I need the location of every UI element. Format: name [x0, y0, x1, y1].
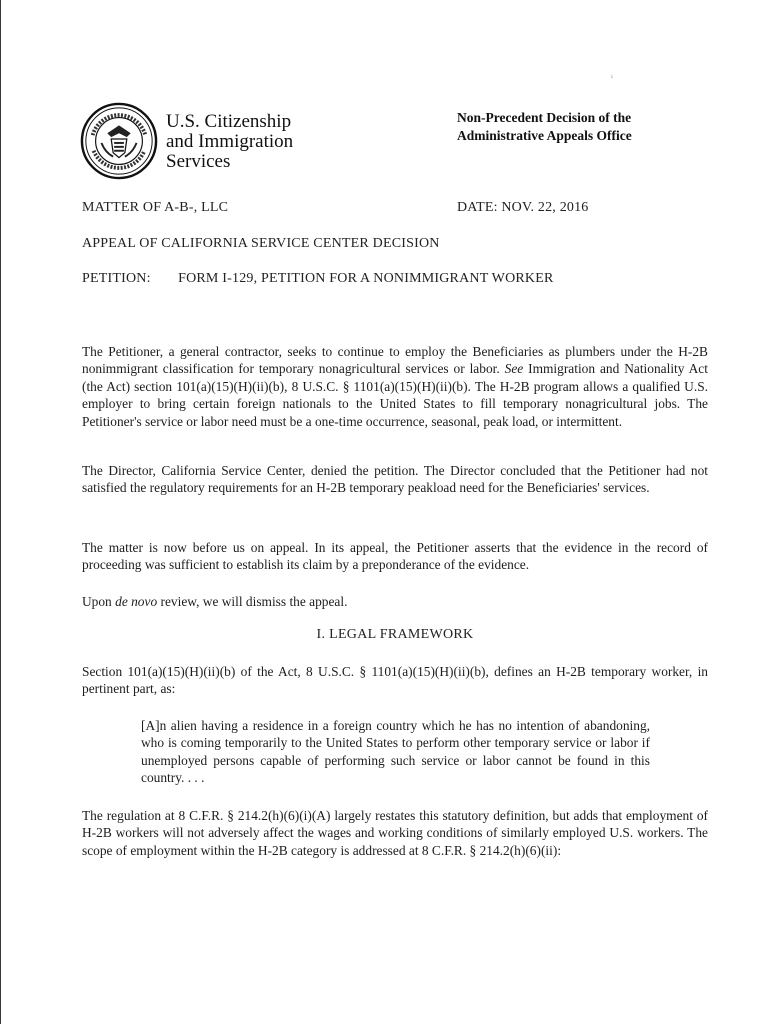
paragraph-review: [82, 593, 708, 610]
matter-line: MATTER OF A-B-, LLC: [82, 200, 229, 215]
decision-date: DATE: NOV. 22, 2016: [457, 200, 589, 215]
paragraph-intro-text: The Petitioner, a general contractor, seeks to continue to employ the Beneficiaries as plumbers under the H-2B nonimmigrant classification for temporary nonagricultural services or labor.: [82, 344, 708, 377]
paragraph-director: The Director, California Service Center, denied the petition. The Director concluded that the Petitioner had not satisfied the regulatory requirements for an H-2B temporary peakload need for the Beneficiaries' services.: [82, 463, 708, 496]
paragraph-intro: [82, 343, 708, 430]
statutory-quote: [A]n alien having a residence in a foreign country which he has no intention of abandoning, who is coming temporarily to the United States to perform other temporary service or labor if unemployed persons capable of performing such service or labor cannot be found in this country. . . .: [141, 718, 650, 786]
agency-name: [166, 112, 293, 172]
paragraph-intro-rest: Immigration and Nationality Act (the Act) section 101(a)(15)(H)(ii)(b), 8 U.S.C. § 1101(a)(15)(H)(ii)(b). The H-2B program allows a qualified U.S. employer to bring certain foreign nationals to the United States to fill temporary nonagricultural jobs. The Petitioner's service or labor need must be a one-time occurrence, seasonal, peak load, or intermittent.: [82, 361, 708, 429]
petition-value: FORM I-129, PETITION FOR A NONIMMIGRANT WORKER: [178, 271, 554, 286]
section-heading: I. LEGAL FRAMEWORK: [316, 627, 474, 642]
scan-speck: ⁱ: [611, 73, 613, 83]
paragraph-appeal: The matter is now before us on appeal. In its appeal, the Petitioner asserts that the evidence in the record of proceeding was sufficient to establish its claim by a preponderance of the evidence.: [82, 540, 708, 573]
see-citation: See: [504, 361, 524, 377]
office-line-2: Administrative Appeals Office: [457, 128, 632, 143]
paragraph-regulation: The regulation at 8 C.F.R. § 214.2(h)(6)(i)(A) largely restates this statutory definition, but adds that employment of H-2B workers will not adversely affect the wages and working conditions of similarly employed U.S. workers. The scope of employment within the H-2B category is addressed at 8 C.F.R. § 214.2(h)(6)(ii):: [82, 808, 708, 858]
office-line-1: Non-Precedent Decision of the: [457, 110, 632, 125]
scan-edge-line: [0, 0, 1, 1024]
paragraph-definition: Section 101(a)(15)(H)(ii)(b) of the Act, 8 U.S.C. § 1101(a)(15)(H)(ii)(b), defines an H-2B temporary worker, in pertinent part, as:: [82, 664, 708, 697]
dhs-seal-icon: [80, 102, 158, 180]
review-text-a: Upon: [82, 594, 112, 609]
review-text-b: review, we will dismiss the appeal.: [160, 594, 348, 609]
de-novo: de novo: [115, 594, 158, 609]
appeal-line: APPEAL OF CALIFORNIA SERVICE CENTER DECISION: [82, 236, 440, 251]
agency-line-3: Services: [166, 151, 231, 172]
agency-line-2: and Immigration: [166, 131, 294, 152]
agency-line-1: U.S. Citizenship: [166, 111, 292, 132]
office-title: [457, 109, 632, 145]
petition-label: PETITION:: [82, 271, 151, 286]
petition-line: [82, 270, 554, 288]
